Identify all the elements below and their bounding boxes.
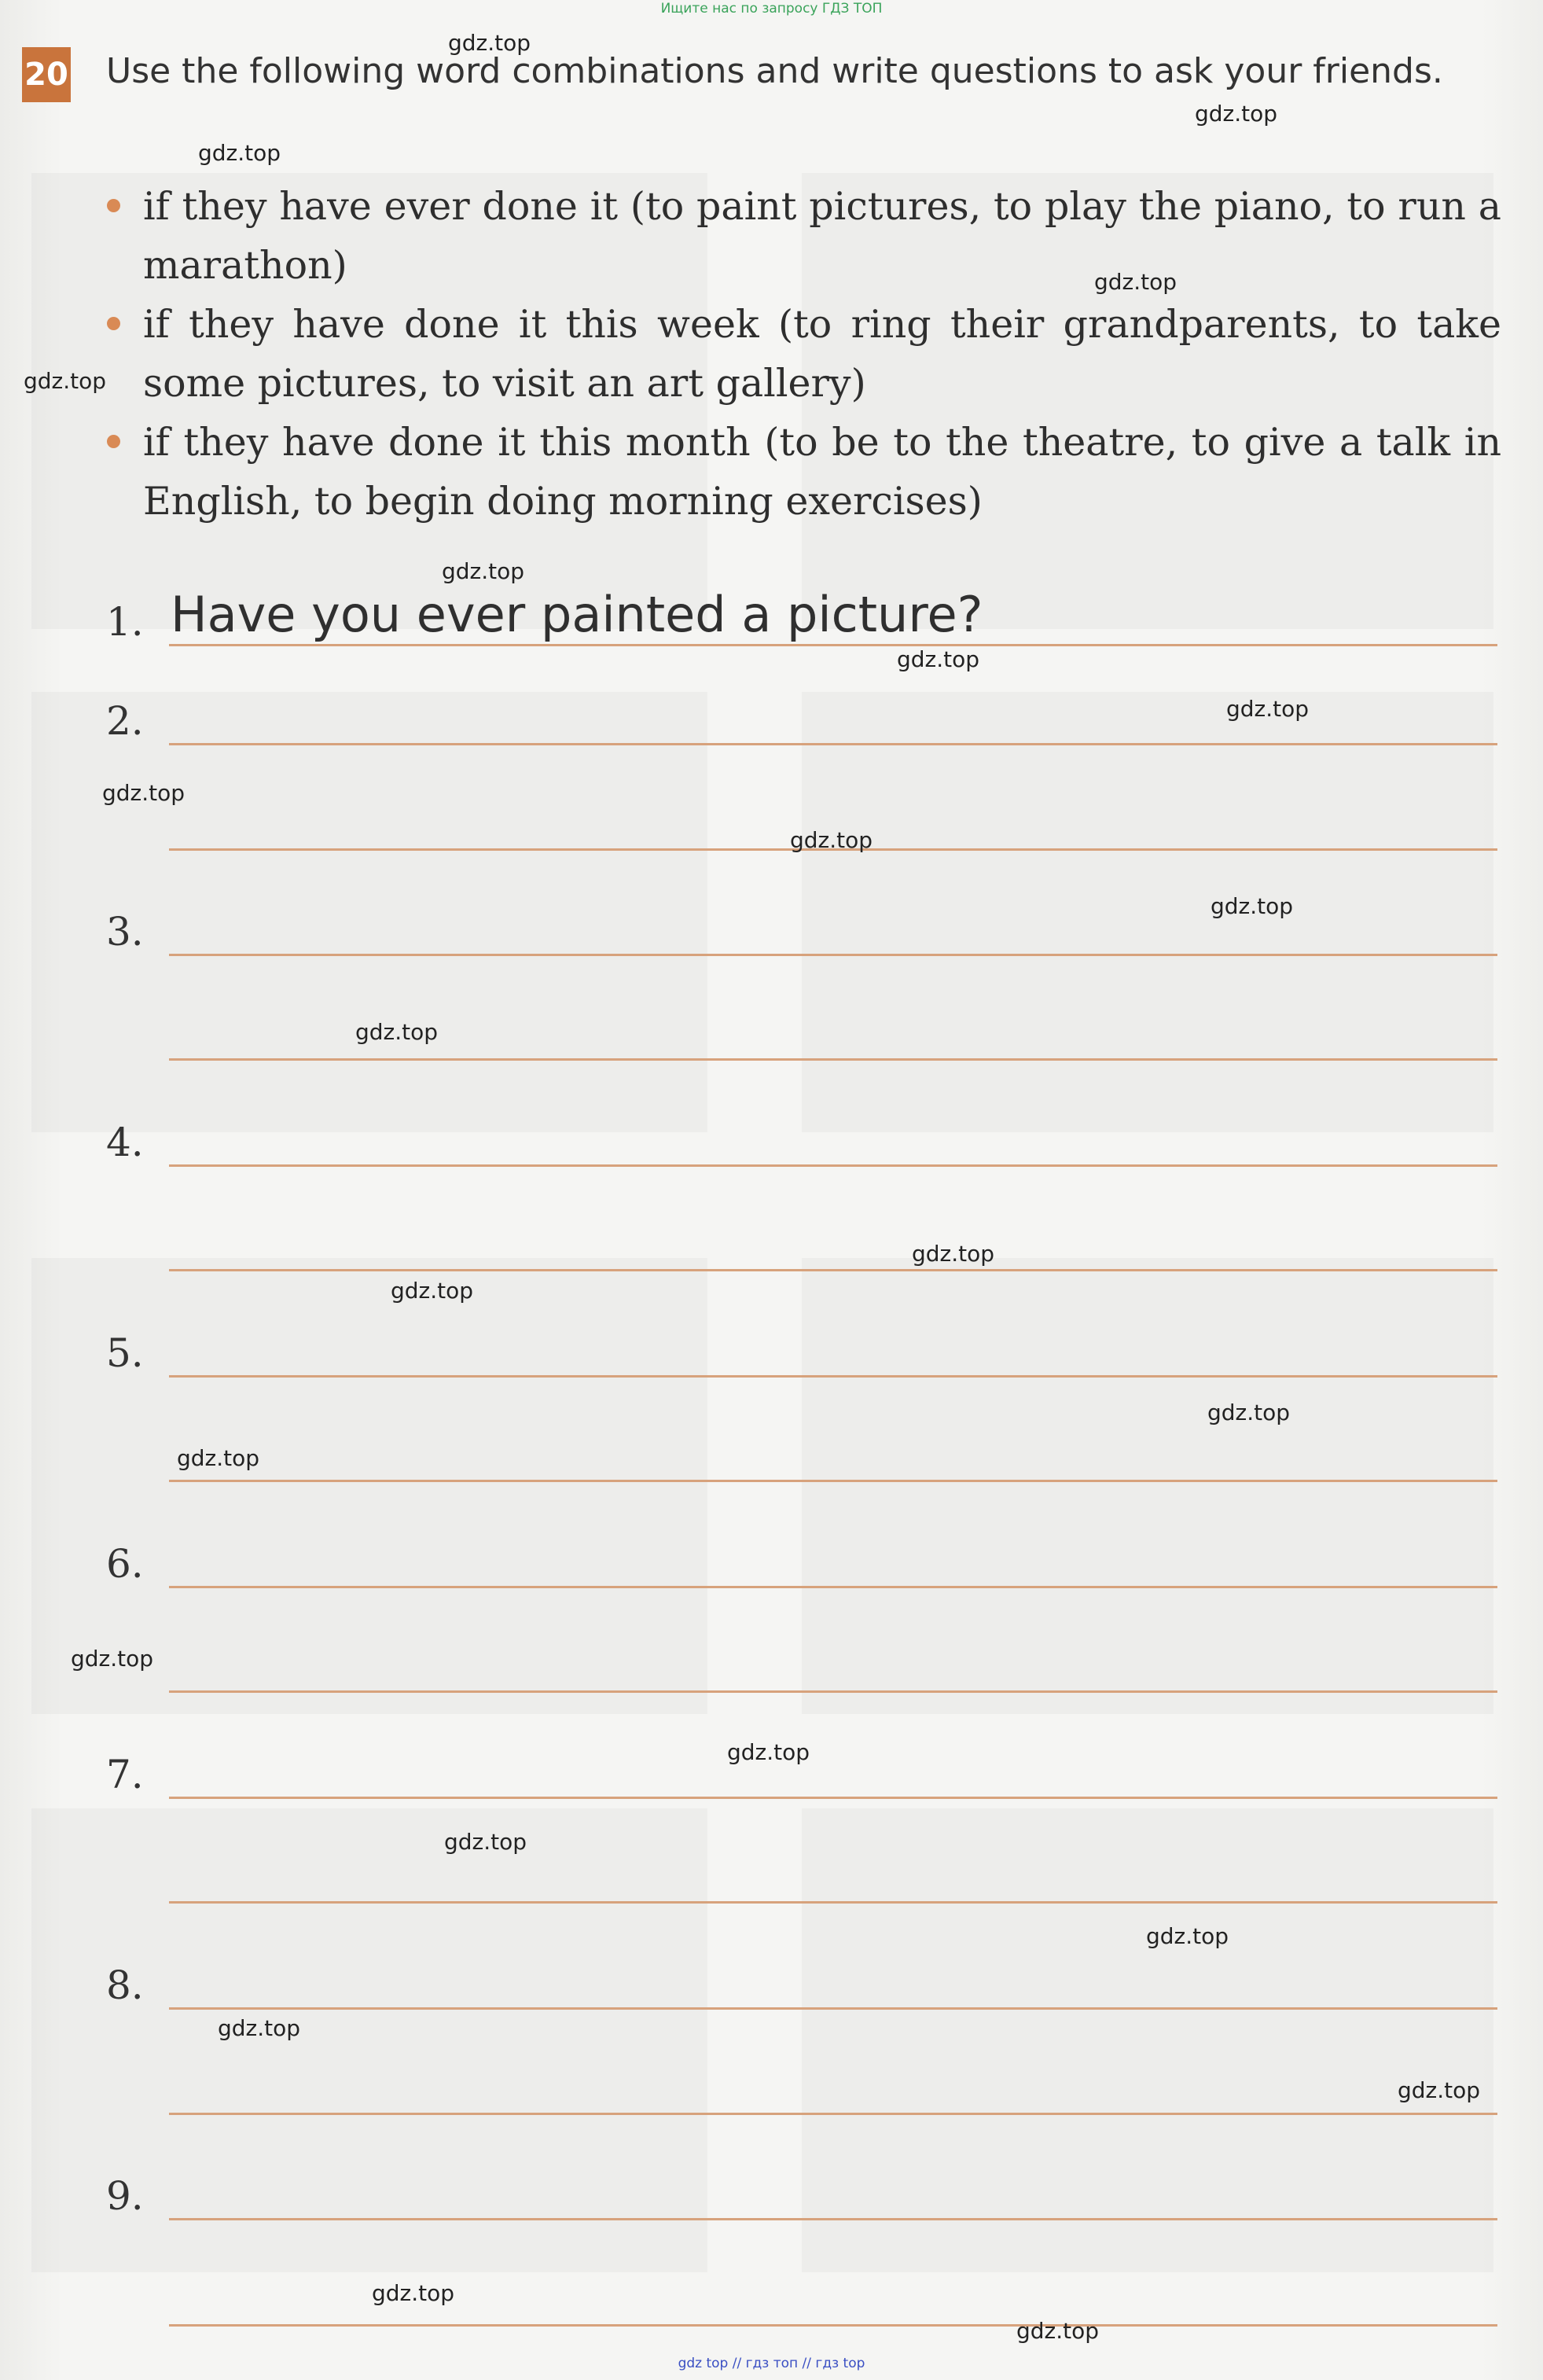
answer-row-5 [106, 1330, 1497, 1378]
watermark: gdz.top [1195, 101, 1278, 127]
watermark: gdz.top [71, 1646, 154, 1672]
watermark: gdz.top [177, 1445, 260, 1471]
watermark: gdz.top [442, 558, 525, 584]
answer-number: 6. [106, 1541, 144, 1587]
answer-number: 9. [106, 2173, 144, 2219]
watermark: gdz.top [1207, 1400, 1291, 1425]
answer-row-8 [106, 1962, 1497, 2010]
watermark: gdz.top [391, 1278, 474, 1304]
answer-line[interactable] [169, 2007, 1497, 2010]
answer-row-1 [106, 586, 1497, 646]
answer-line[interactable] [169, 954, 1497, 956]
answer-continuation-line[interactable] [169, 1058, 1497, 1061]
watermark: gdz.top [790, 827, 873, 853]
answer-handwritten-text[interactable]: Have you ever painted a picture? [171, 586, 983, 643]
answer-number: 3. [106, 909, 144, 955]
watermark: gdz.top [355, 1019, 439, 1045]
watermark: gdz.top [198, 140, 281, 166]
watermark: gdz.top [1211, 893, 1294, 919]
answer-number: 2. [106, 698, 144, 744]
list-item [102, 413, 1501, 531]
watermark: gdz.top [444, 1829, 527, 1855]
watermark: gdz.top [1016, 2318, 1100, 2344]
answer-row-6 [106, 1541, 1497, 1588]
answer-continuation-line[interactable] [169, 1901, 1497, 1904]
exercise-instruction: Use the following word combinations and write questions to ask your friends. [106, 51, 1443, 91]
answer-line[interactable] [169, 1586, 1497, 1588]
watermark: gdz.top [1398, 2077, 1481, 2103]
answer-number: 5. [106, 1330, 144, 1376]
answer-continuation-line[interactable] [169, 2324, 1497, 2327]
list-item [102, 295, 1501, 413]
word-combination-list [102, 177, 1501, 531]
answer-number: 8. [106, 1962, 144, 2008]
bullet-icon [107, 199, 120, 212]
list-item-text: if they have done it this month (to be to the theatre, to give a talk in English, to begin doing morning exercises) [143, 420, 1501, 524]
watermark: gdz.top [1226, 696, 1310, 722]
watermark: gdz.top [1146, 1923, 1229, 1949]
answer-row-4 [106, 1120, 1497, 1167]
bleed-through-panel [802, 1258, 1493, 1714]
answer-continuation-line[interactable] [169, 1690, 1497, 1693]
watermark: gdz.top [727, 1739, 810, 1765]
footer-links[interactable]: gdz top // гдз топ // гдз top [678, 2356, 865, 2371]
list-item-text: if they have ever done it (to paint pictures, to play the piano, to run a marathon) [143, 184, 1501, 288]
watermark: gdz.top [24, 368, 107, 394]
answer-continuation-line[interactable] [169, 2113, 1497, 2115]
exercise-number-badge: 20 [22, 47, 71, 102]
answer-line[interactable] [169, 2218, 1497, 2220]
answer-continuation-line[interactable] [169, 1480, 1497, 1482]
list-item [102, 177, 1501, 295]
watermark: gdz.top [912, 1241, 995, 1267]
bullet-icon [107, 317, 120, 330]
watermark: gdz.top [218, 2015, 301, 2041]
watermark: gdz.top [897, 646, 980, 672]
list-item-text: if they have done it this week (to ring their grandparents, to take some pictures, to visit an art gallery) [143, 302, 1501, 406]
answer-number: 7. [106, 1752, 144, 1797]
answer-line[interactable] [169, 1375, 1497, 1378]
answer-line[interactable] [169, 644, 1497, 646]
answer-line[interactable] [169, 743, 1497, 745]
search-notice[interactable]: Ищите нас по запросу ГДЗ ТОП [660, 1, 883, 17]
answer-number: 1. [106, 599, 144, 645]
answer-number: 4. [106, 1120, 144, 1165]
watermark: gdz.top [372, 2280, 455, 2306]
answer-line[interactable] [169, 1164, 1497, 1167]
answer-continuation-line[interactable] [169, 1269, 1497, 1271]
answer-row-9 [106, 2173, 1497, 2220]
watermark: gdz.top [1094, 269, 1177, 295]
bullet-icon [107, 435, 120, 448]
watermark: gdz.top [448, 30, 531, 56]
answer-line[interactable] [169, 1797, 1497, 1799]
watermark: gdz.top [102, 780, 186, 806]
